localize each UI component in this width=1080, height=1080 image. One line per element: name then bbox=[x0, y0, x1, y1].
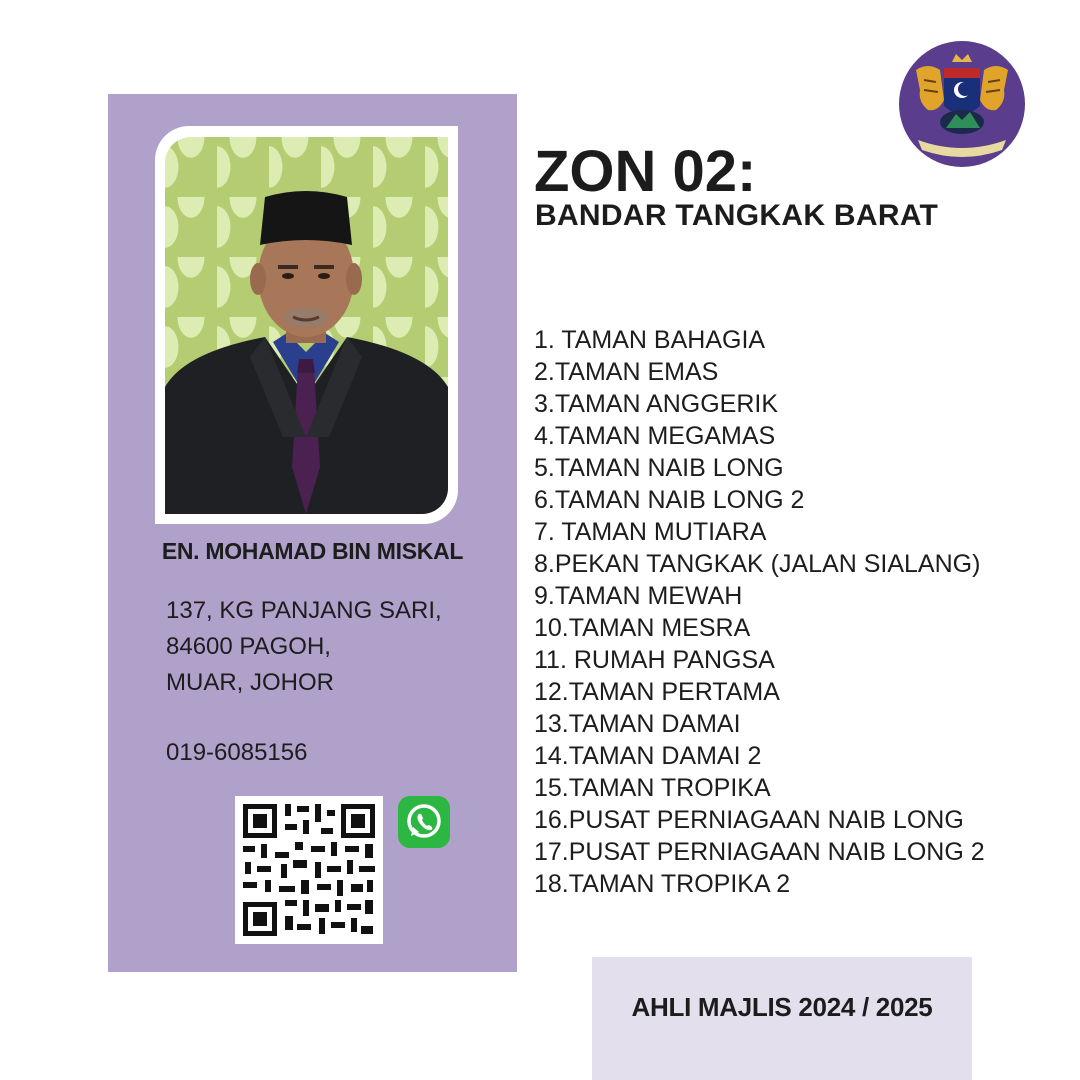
address-line-2: 84600 PAGOH, bbox=[166, 633, 331, 660]
list-item: 2.TAMAN EMAS bbox=[534, 358, 719, 386]
list-item: 5.TAMAN NAIB LONG bbox=[534, 454, 784, 482]
list-item: 6.TAMAN NAIB LONG 2 bbox=[534, 486, 805, 514]
footer-label: AHLI MAJLIS 2024 / 2025 bbox=[631, 992, 933, 1022]
list-item: 17.PUSAT PERNIAGAAN NAIB LONG 2 bbox=[534, 838, 985, 866]
list-item: 14.TAMAN DAMAI 2 bbox=[534, 742, 762, 770]
area-list bbox=[534, 324, 985, 900]
list-item: 10.TAMAN MESRA bbox=[534, 614, 751, 642]
list-item: 7. TAMAN MUTIARA bbox=[534, 518, 767, 546]
address-line-1: 137, KG PANJANG SARI, bbox=[166, 597, 442, 624]
qr-code-icon[interactable] bbox=[235, 796, 383, 944]
list-item: 13.TAMAN DAMAI bbox=[534, 710, 741, 738]
phone-number: 019-6085156 bbox=[166, 739, 308, 766]
list-item: 11. RUMAH PANGSA bbox=[534, 646, 775, 674]
zone-title: ZON 02: bbox=[534, 139, 757, 204]
municipal-seal-logo bbox=[898, 40, 1026, 168]
list-item: 16.PUSAT PERNIAGAAN NAIB LONG bbox=[534, 806, 964, 834]
list-item: 15.TAMAN TROPIKA bbox=[534, 774, 771, 802]
list-item: 18.TAMAN TROPIKA 2 bbox=[534, 870, 791, 898]
list-item: 4.TAMAN MEGAMAS bbox=[534, 422, 776, 450]
list-item: 8.PEKAN TANGKAK (JALAN SIALANG) bbox=[534, 550, 981, 578]
whatsapp-icon[interactable] bbox=[398, 796, 450, 848]
zone-subtitle: BANDAR TANGKAK BARAT bbox=[535, 199, 939, 232]
list-item: 9.TAMAN MEWAH bbox=[534, 582, 743, 610]
list-item: 3.TAMAN ANGGERIK bbox=[534, 390, 779, 418]
councillor-photo bbox=[165, 137, 448, 514]
list-item: 1. TAMAN BAHAGIA bbox=[534, 326, 766, 354]
councillor-name: EN. MOHAMAD BIN MISKAL bbox=[161, 538, 464, 564]
address-line-3: MUAR, JOHOR bbox=[166, 669, 334, 696]
list-item: 12.TAMAN PERTAMA bbox=[534, 678, 780, 706]
